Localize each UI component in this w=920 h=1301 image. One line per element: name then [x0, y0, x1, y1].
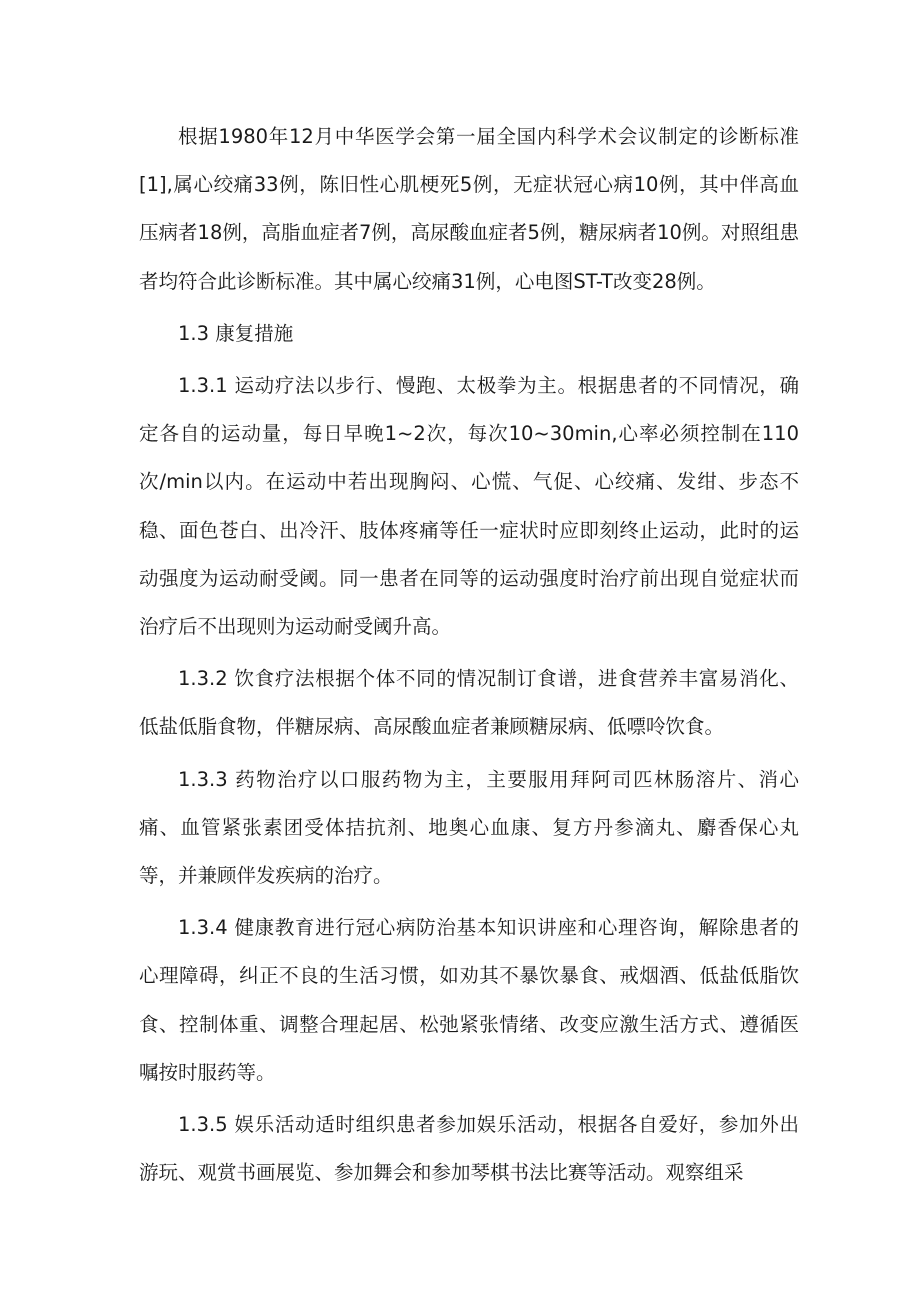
paragraph-health-education: 1.3.4 健康教育进行冠心病防治基本知识讲座和心理咨询，解除患者的心理障碍，纠正不良的生活习惯，如劝其不暴饮暴食、戒烟酒、低盐低脂饮食、控制体重、调整合理起居、松弛紧张情绪、改变应激生活方式、遵循医嘱按时服药等。: [139, 916, 799, 1084]
document-body: [139, 113, 799, 1201]
paragraph-recreation: 1.3.5 娱乐活动适时组织患者参加娱乐活动，根据各自爱好，参加外出游玩、观赏书画展览、参加舞会和参加琴棋书法比赛等活动。观察组采: [139, 1113, 799, 1185]
paragraph-diagnostic-criteria: 根据1980年12月中华医学会第一届全国内科学术会议制定的诊断标准[1],属心绞痛33例，陈旧性心肌梗死5例，无症状冠心病10例，其中伴高血压病者18例，高脂血症者7例，高尿酸血症者5例，糖尿病者10例。对照组患者均符合此诊断标准。其中属心绞痛31例，心电图ST-T改变28例。: [139, 125, 799, 293]
paragraph-drug-therapy: 1.3.3 药物治疗以口服药物为主，主要服用拜阿司匹林肠溶片、消心痛、血管紧张素团受体拮抗剂、地奥心血康、复方丹参滴丸、麝香保心丸等，并兼顾伴发疾病的治疗。: [139, 767, 799, 888]
paragraph-exercise-therapy: 1.3.1 运动疗法以步行、慢跑、太极拳为主。根据患者的不同情况，确定各自的运动量，每日早晚1~2次，每次10~30min,心率必须控制在110次/min以内。在运动中若出现胸闷、心慌、气促、心绞痛、发绀、步态不稳、面色苍白、出冷汗、肢体疼痛等任一症状时应即刻终止运动，此时的运动强度为运动耐受阈。同一患者在同等的运动强度时治疗前出现自觉症状而治疗后不出现则为运动耐受阈升高。: [139, 374, 799, 639]
section-heading-rehabilitation: 1.3 康复措施: [178, 321, 294, 345]
paragraph-diet-therapy: 1.3.2 饮食疗法根据个体不同的情况制订食谱，进食营养丰富易消化、低盐低脂食物，伴糖尿病、高尿酸血症者兼顾糖尿病、低嘌呤饮食。: [139, 667, 799, 739]
